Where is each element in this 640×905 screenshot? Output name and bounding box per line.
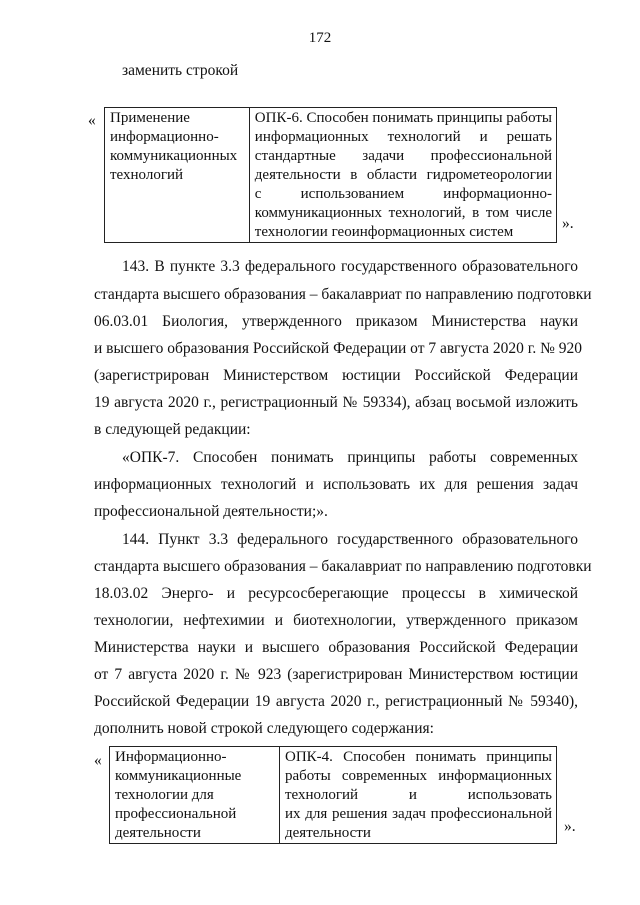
table-cell-line: ОПК-4. Способен понимать принципы — [285, 749, 552, 765]
table2 — [109, 746, 557, 844]
paragraph-144-line: стандарта высшего образования – бакалавриат по направлению подготовки — [94, 558, 592, 575]
paragraph-143-line: 06.03.01 Биология, утвержденного приказом Министерства науки — [94, 313, 578, 330]
paragraph-143-line: и высшего образования Российской Федерации от 7 августа 2020 г. № 920 — [94, 340, 583, 357]
paragraph-143-line: 143. В пункте 3.3 федерального государственного образовательного — [122, 258, 578, 275]
table1-left-cell — [105, 108, 250, 243]
table1-close-quote: ». — [562, 215, 574, 232]
table-cell-line: технологии для — [115, 787, 214, 803]
table-cell-line: коммуникационных технологий, в том числе — [254, 205, 552, 221]
page-number: 172 — [308, 30, 332, 46]
table-cell-line: ОПК-6. Способен понимать принципы работы — [254, 110, 552, 126]
table-cell-line: с использованием информационно- — [254, 186, 552, 202]
quote-opk7-line: информационных технологий и использовать их для решения задач — [94, 476, 578, 493]
paragraph-144-line: 144. Пункт 3.3 федерального государственного образовательного — [122, 531, 578, 548]
table-cell-line: технологий — [110, 167, 184, 183]
table2-open-quote: « — [94, 752, 102, 769]
table-row — [110, 747, 557, 844]
paragraph-144-line: дополнить новой строкой следующего содержания: — [94, 720, 434, 737]
table-cell-line: стандартные задачи профессиональной — [254, 148, 552, 164]
table-cell-line: информационных технологий и решать — [254, 129, 552, 145]
table-cell-line: Применение — [110, 110, 190, 126]
table-cell-line: коммуникационных — [110, 148, 238, 164]
table1-right-cell — [249, 108, 556, 243]
table-cell-line: профессиональной — [115, 806, 237, 822]
paragraph-144-line: Министерства науки и высшего образования Российской Федерации — [94, 639, 578, 656]
paragraph-143-line: стандарта высшего образования – бакалавриат по направлению подготовки — [94, 286, 592, 303]
table1 — [104, 107, 557, 243]
table-cell-line: деятельности — [115, 825, 201, 841]
table-cell-line: деятельности — [285, 825, 371, 841]
paragraph-144-line: от 7 августа 2020 г. № 923 (зарегистрирован Министерством юстиции — [94, 666, 578, 683]
paragraph-144-line: 18.03.02 Энерго- и ресурсосберегающие процессы в химической — [94, 585, 578, 602]
table-cell-line: их для решения задач профессиональной — [285, 806, 552, 822]
paragraph-144-line: технологии, нефтехимии и биотехнологии, утвержденного приказом — [94, 612, 578, 629]
table-cell-line: коммуникационные — [115, 768, 242, 784]
table-cell-line: работы современных информационных — [285, 768, 552, 784]
paragraph-143-line: (зарегистрирован Министерством юстиции Российской Федерации — [94, 367, 578, 384]
table1-open-quote: « — [88, 112, 96, 129]
table-cell-line: технологии геоинформационных систем — [254, 224, 514, 240]
table-row — [105, 108, 557, 243]
paragraph-143-line: 19 августа 2020 г., регистрационный № 59334), абзац восьмой изложить — [94, 394, 578, 411]
table-cell-line: Информационно- — [115, 749, 227, 765]
table-cell-line: информационно- — [110, 129, 219, 145]
table2-close-quote: ». — [564, 818, 576, 835]
paragraph-143-line: в следующей редакции: — [94, 421, 251, 438]
table2-right-cell — [280, 747, 557, 844]
table2-left-cell — [110, 747, 280, 844]
quote-opk7-line: профессиональной деятельности;». — [94, 503, 328, 520]
table-cell-line: технологий и использовать — [285, 787, 552, 803]
paragraph-144-line: Российской Федерации 19 августа 2020 г., регистрационный № 59340), — [94, 693, 578, 710]
table-cell-line: деятельности в области гидрометеорологии — [254, 167, 552, 183]
replace-with-row-text: заменить строкой — [122, 62, 239, 79]
quote-opk7-line: «ОПК-7. Способен понимать принципы работы современных — [122, 449, 578, 466]
